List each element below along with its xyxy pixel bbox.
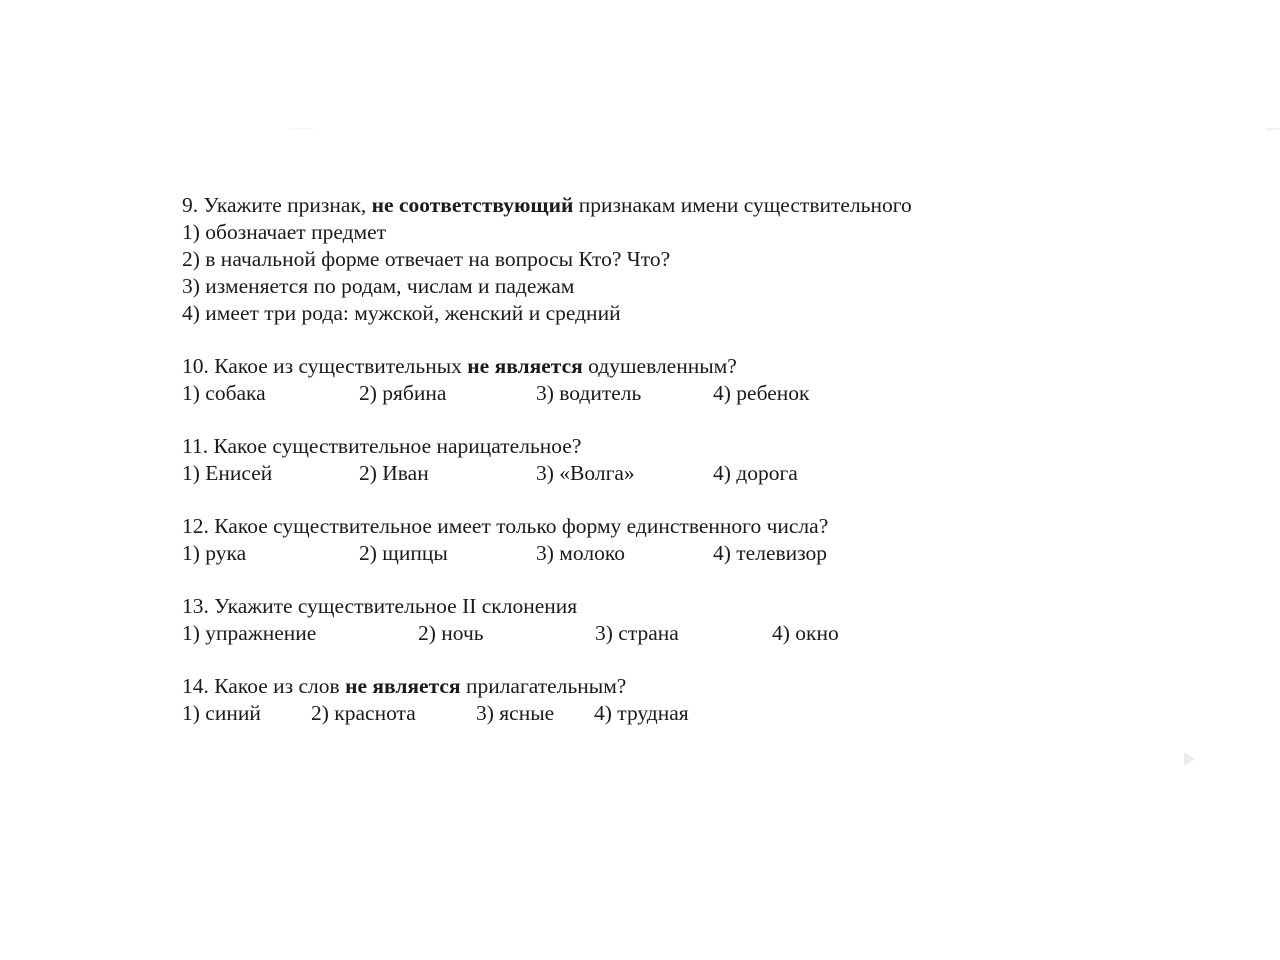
question-13-options <box>182 620 1182 647</box>
question-11-option-2: 2) Иван <box>359 461 429 485</box>
question-10-options <box>182 380 1182 407</box>
question-14-options <box>182 700 1182 727</box>
question-11-options <box>182 460 1182 487</box>
quiz-content <box>182 192 1182 727</box>
scan-artifact <box>290 128 314 129</box>
question-11-option-3: 3) «Волга» <box>536 461 635 485</box>
question-10-option-2: 2) рябина <box>359 381 447 405</box>
question-13-option-2: 2) ночь <box>418 621 484 645</box>
play-icon[interactable] <box>1184 752 1195 766</box>
question-12-option-3: 3) молоко <box>536 541 625 565</box>
question-12: 12. Какое существительное имеет только форму единственного числа? <box>182 514 829 538</box>
question-13-option-1: 1) упражнение <box>182 621 317 645</box>
question-13-option-4: 4) окно <box>772 621 839 645</box>
question-12-option-2: 2) щипцы <box>359 541 448 565</box>
question-12-option-4: 4) телевизор <box>713 541 828 565</box>
question-14-option-2: 2) краснота <box>311 701 416 725</box>
question-9: 9. Укажите признак, не соответствующий признакам имени существительного <box>182 193 912 217</box>
question-10-option-3: 3) водитель <box>536 381 642 405</box>
question-14-option-4: 4) трудная <box>594 701 689 725</box>
question-9-option-3: 3) изменяется по родам, числам и падежам <box>182 274 575 298</box>
question-11-option-4: 4) дорога <box>713 461 798 485</box>
question-13: 13. Укажите существительное II склонения <box>182 594 578 618</box>
question-10-option-4: 4) ребенок <box>713 381 810 405</box>
question-11: 11. Какое существительное нарицательное? <box>182 434 582 458</box>
question-14-option-1: 1) синий <box>182 701 261 725</box>
question-9-option-4: 4) имеет три рода: мужской, женский и средний <box>182 301 621 325</box>
question-14: 14. Какое из слов не является прилагательным? <box>182 674 627 698</box>
question-10: 10. Какое из существительных не является одушевленным? <box>182 354 737 378</box>
question-13-option-3: 3) страна <box>595 621 679 645</box>
question-14-option-3: 3) ясные <box>476 701 555 725</box>
scan-artifact <box>1266 128 1280 130</box>
question-12-options <box>182 540 1182 567</box>
question-9-option-2: 2) в начальной форме отвечает на вопросы Кто? Что? <box>182 247 671 271</box>
question-11-option-1: 1) Енисей <box>182 461 273 485</box>
question-12-option-1: 1) рука <box>182 541 247 565</box>
question-10-option-1: 1) собака <box>182 381 266 405</box>
question-9-option-1: 1) обозначает предмет <box>182 220 387 244</box>
